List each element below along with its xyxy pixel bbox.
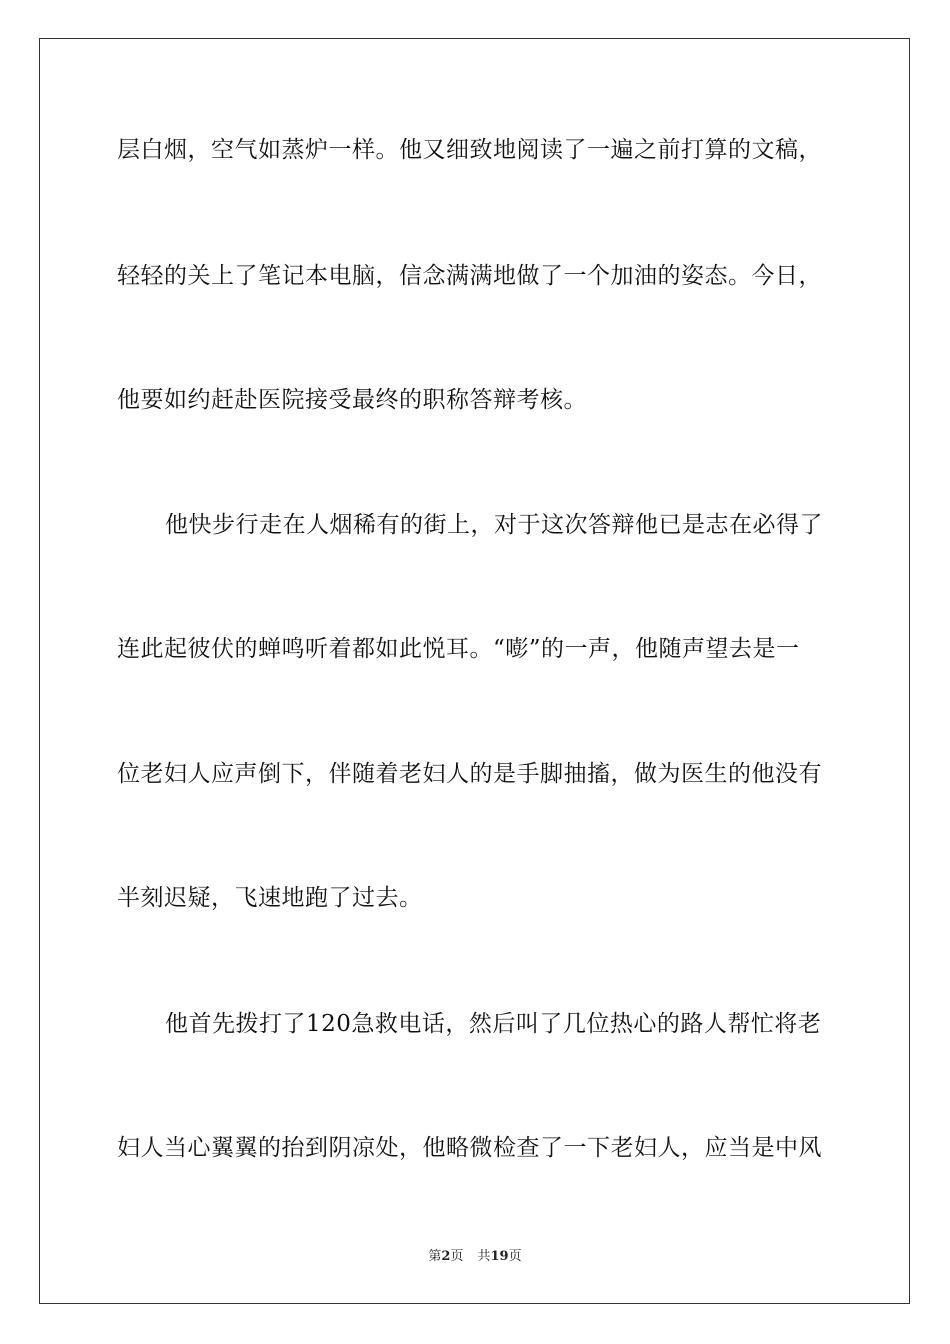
total-suffix: 页 — [508, 1249, 522, 1264]
text-line-7: 半刻迟疑，飞速地跑了过去。 — [117, 885, 423, 911]
page-number: 2 — [441, 1249, 451, 1264]
text-line-8: 他首先拨打了120急救电话，然后叫了几位热心的路人帮忙将老 — [165, 1011, 822, 1037]
total-pages: 19 — [490, 1249, 509, 1264]
text-line-6: 位老妇人应声倒下，伴随着老妇人的是手脚抽搐，做为医生的他没有 — [117, 761, 822, 787]
page-prefix: 第 — [428, 1249, 442, 1264]
text-line-2: 轻轻的关上了笔记本电脑，信念满满地做了一个加油的姿态。今日， — [117, 263, 822, 289]
text-line-4: 他快步行走在人烟稀有的街上，对于这次答辩他已是志在必得了 — [165, 512, 823, 538]
page-suffix: 页 — [450, 1249, 464, 1264]
text-line-1: 层白烟，空气如蒸炉一样。他又细致地阅读了一遍之前打算的文稿， — [117, 137, 822, 163]
page-border — [39, 38, 910, 1304]
text-line-9: 妇人当心翼翼的抬到阴凉处，他略微检查了一下老妇人，应当是中风 — [117, 1135, 822, 1161]
text-line-5: 连此起彼伏的蝉鸣听着都如此悦耳。“嘭”的一声，他随声望去是一 — [117, 636, 800, 662]
total-prefix: 共 — [477, 1249, 491, 1264]
page-footer — [0, 1249, 950, 1265]
text-line-3: 他要如约赶赴医院接受最终的职称答辩考核。 — [117, 387, 587, 413]
